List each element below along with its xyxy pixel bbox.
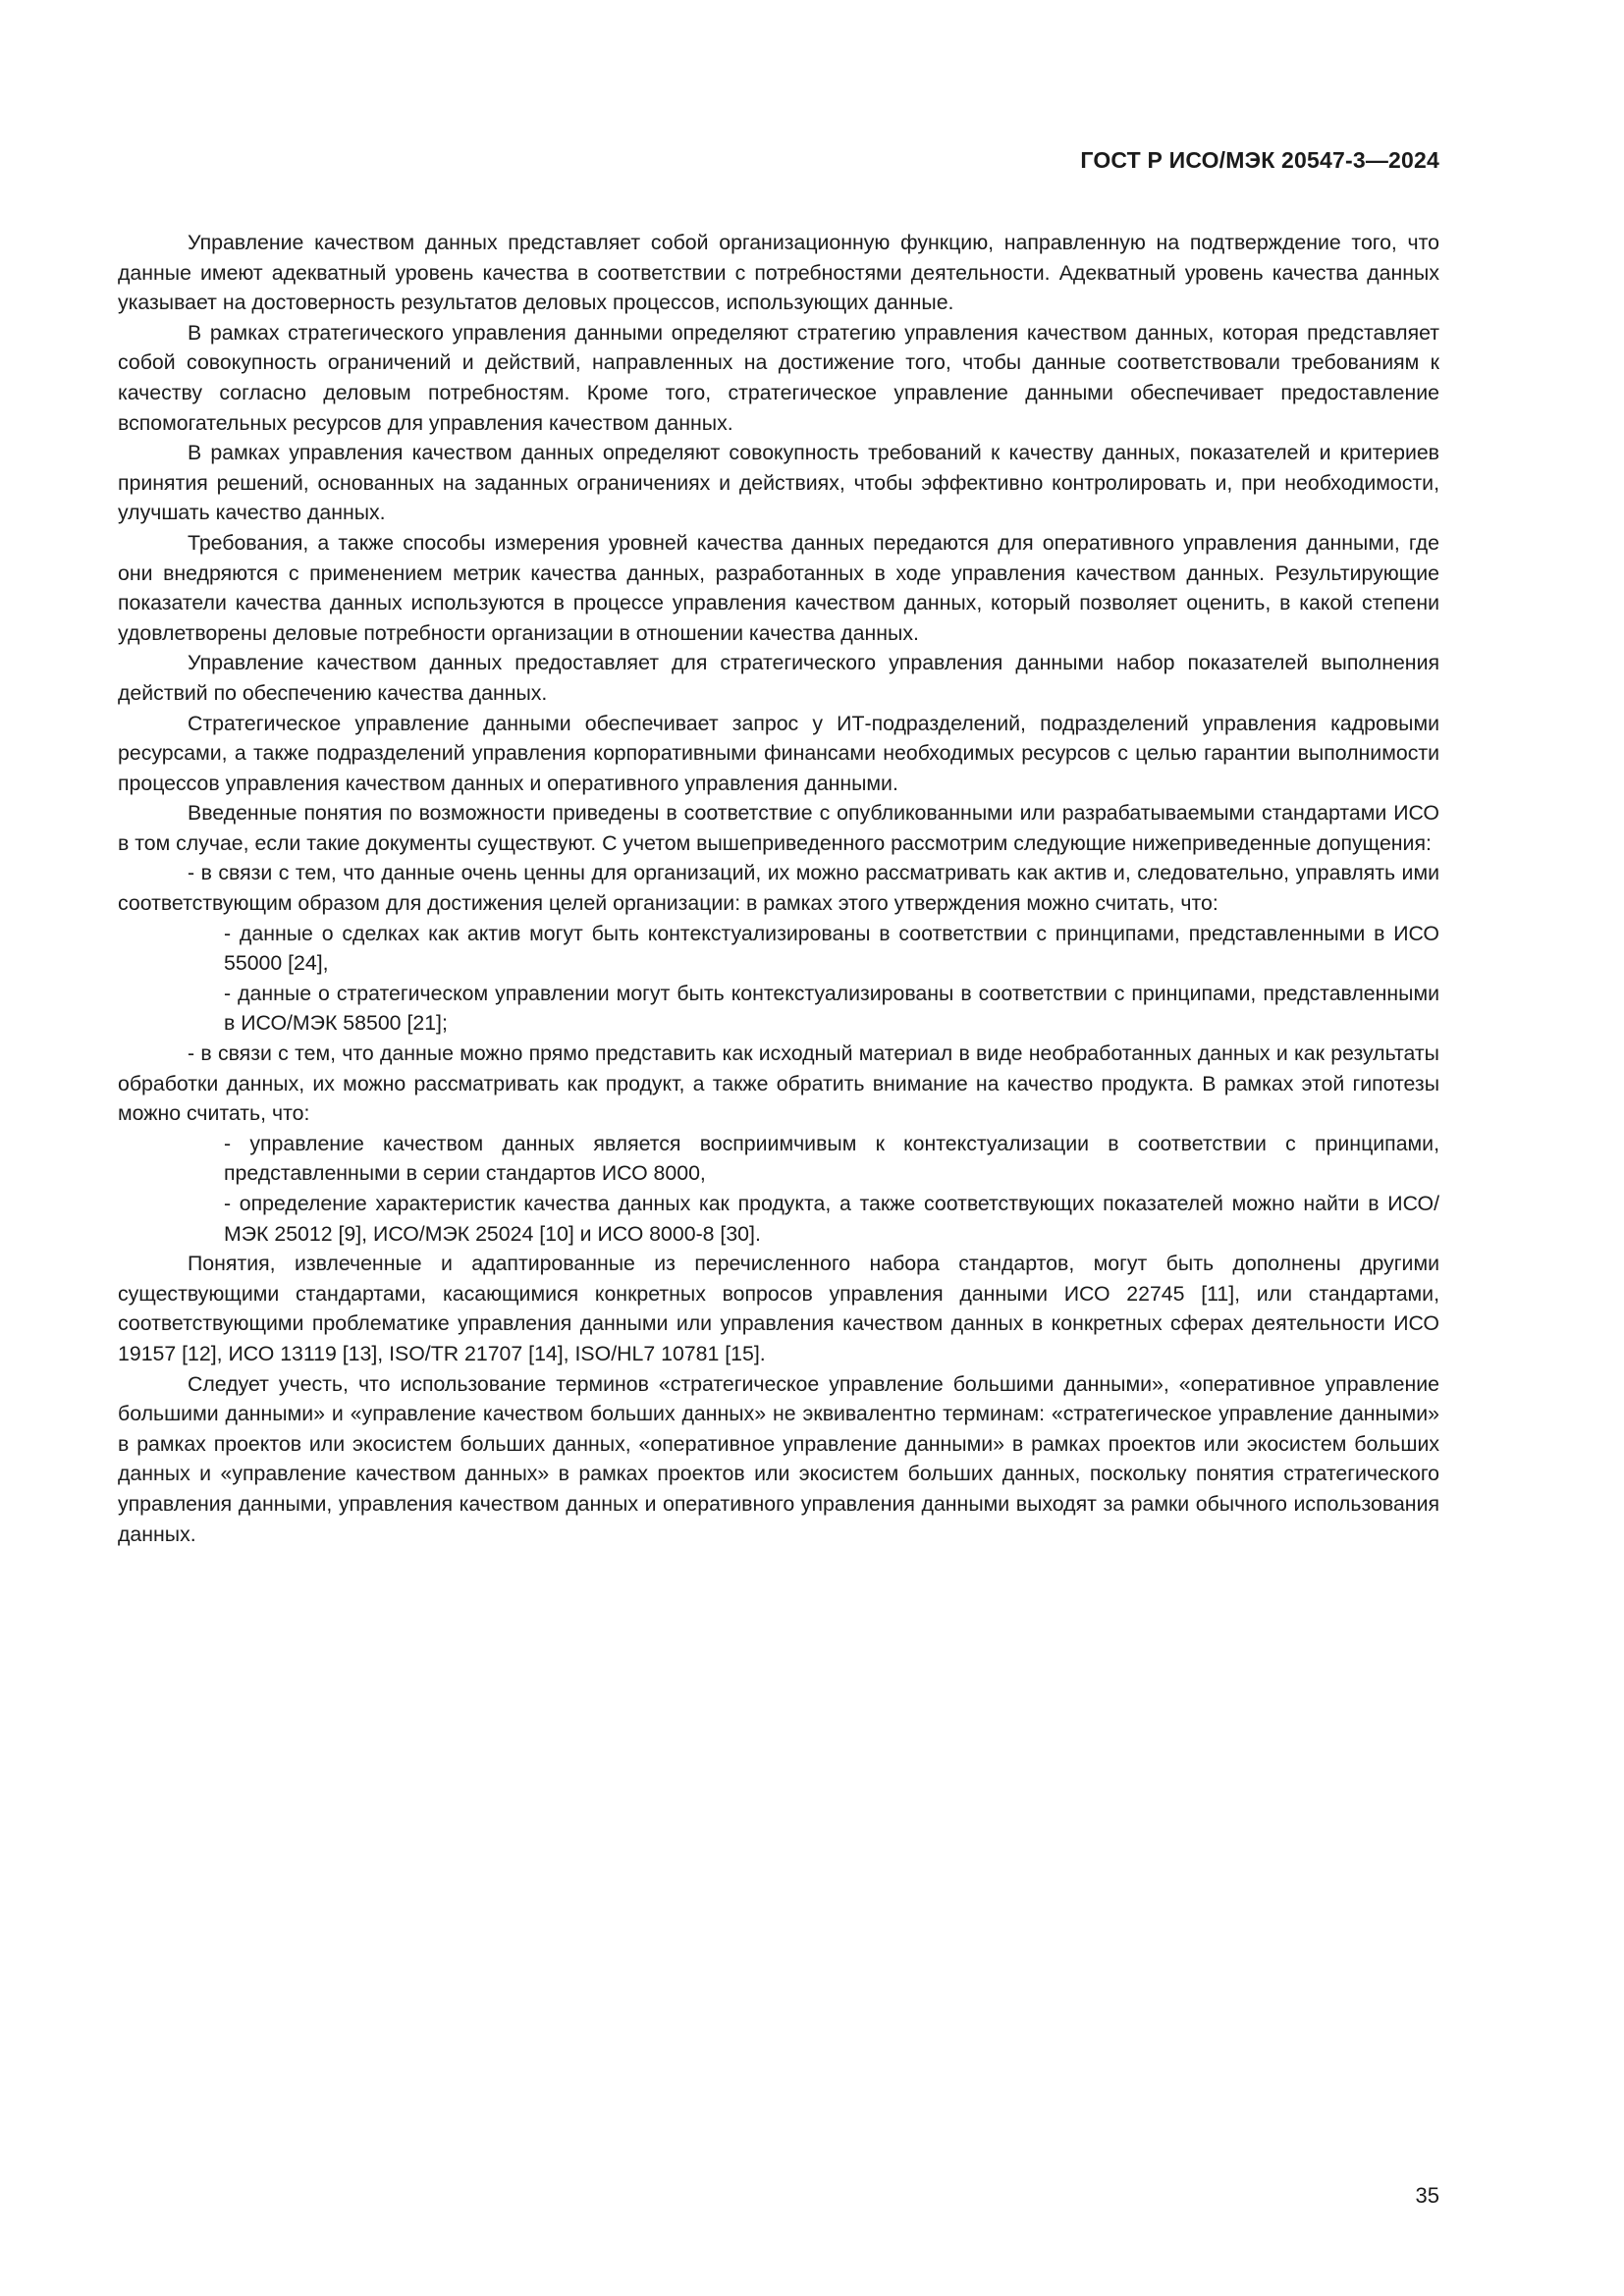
sub-list-item: - определение характеристик качества данных как продукта, а также соответствующих показателей можно найти в ИСО/МЭК 25012 [9], ИСО/МЭК 25024 [10] и ИСО 8000-8 [30]. <box>224 1192 1439 1246</box>
sub-list-item: - данные о стратегическом управлении могут быть контекстуализированы в соответствии с принципами, представленными в ИСО/МЭК 58500 [21]; <box>224 981 1439 1036</box>
sub-list-item: - данные о сделках как актив могут быть контекстуализированы в соответствии с принципами, представленными в ИСО 55000 [24], <box>224 921 1439 976</box>
paragraph: Требования, а также способы измерения уровней качества данных передаются для оперативного управления данными, где они внедряются с применением метрик качества данных, разработанных в ходе управления качеством данных. Результирующие показатели качества данных используются в процессе управления качеством данных, который позволяет оценить, в какой степени удовлетворены деловые потребности организации в отношении качества данных. <box>118 530 1439 645</box>
paragraph: Введенные понятия по возможности приведены в соответствие с опубликованными или разрабатываемыми стандартами ИСО в том случае, если такие документы существуют. С учетом вышеприведенного рассмотрим следующие нижеприведенные допущения: <box>118 801 1439 855</box>
paragraph: Управление качеством данных предоставляет для стратегического управления данными набор показателей выполнения действий по обеспечению качества данных. <box>118 651 1439 705</box>
document-code-header: ГОСТ Р ИСО/МЭК 20547-3—2024 <box>1080 147 1439 173</box>
paragraph: В рамках управления качеством данных определяют совокупность требований к качеству данных, показателей и критериев принятия решений, основанных на заданных ограничениях и действиях, чтобы эффективно контролировать и, при необходимости, улучшать качество данных. <box>118 441 1439 525</box>
sub-list-item: - управление качеством данных является восприимчивым к контекстуализации в соответствии с принципами, представленными в серии стандартов ИСО 8000, <box>224 1131 1439 1186</box>
page-number: 35 <box>1415 2183 1439 2208</box>
paragraph: Управление качеством данных представляет собой организационную функцию, направленную на подтверждение того, что данные имеют адекватный уровень качества в соответствии с потребностями деятельности. Адекватный уровень качества данных указывает на достоверность результатов деловых процессов, использующих данные. <box>118 231 1439 315</box>
paragraph: Стратегическое управление данными обеспечивает запрос у ИТ-подразделений, подразделений управления кадровыми ресурсами, а также подразделений управления корпоративными финансами необходимых ресурсов с целью гарантии выполнимости процессов управления качеством данных и оперативного управления данными. <box>118 711 1439 795</box>
document-body <box>118 228 1439 1549</box>
list-item: - в связи с тем, что данные очень ценны для организаций, их можно рассматривать как актив и, следовательно, управлять ими соответствующим образом для достижения целей организации: в рамках этого утверждения можно считать, что: <box>118 861 1439 916</box>
list-item: - в связи с тем, что данные можно прямо представить как исходный материал в виде необработанных данных и как результаты обработки данных, их можно рассматривать как продукт, а также обратить внимание на качество продукта. В рамках этой гипотезы можно считать, что: <box>118 1041 1439 1126</box>
paragraph: В рамках стратегического управления данными определяют стратегию управления качеством данных, которая представляет собой совокупность ограничений и действий, направленных на достижение того, чтобы данные соответствовали требованиям к качеству согласно деловым потребностям. Кроме того, стратегическое управление данными обеспечивает предоставление вспомогательных ресурсов для управления качеством данных. <box>118 320 1439 435</box>
paragraph: Понятия, извлеченные и адаптированные из перечисленного набора стандартов, могут быть дополнены другими существующими стандартами, касающимися конкретных вопросов управления данными ИСО 22745 [11], или стандартами, соответствующими проблематике управления данными или управления качеством данных в конкретных сферах деятельности ИСО 19157 [12], ИСО 13119 [13], ISO/TR 21707 [14], ISO/HL7 10781 [15]. <box>118 1252 1439 1365</box>
paragraph: Следует учесть, что использование терминов «стратегическое управление большими данными», «оперативное управление большими данными» и «управление качеством больших данных» не эквивалентно терминам: «стратегическое управление данными» в рамках проектов или экосистем больших данных, «оперативное управление данными» в рамках проектов или экосистем больших данных и «управление качеством данных» в рамках проектов или экосистем больших данных, поскольку понятия стратегического управления данными, управления качеством данных и оперативного управления данными выходят за рамки обычного использования данных. <box>118 1371 1439 1546</box>
